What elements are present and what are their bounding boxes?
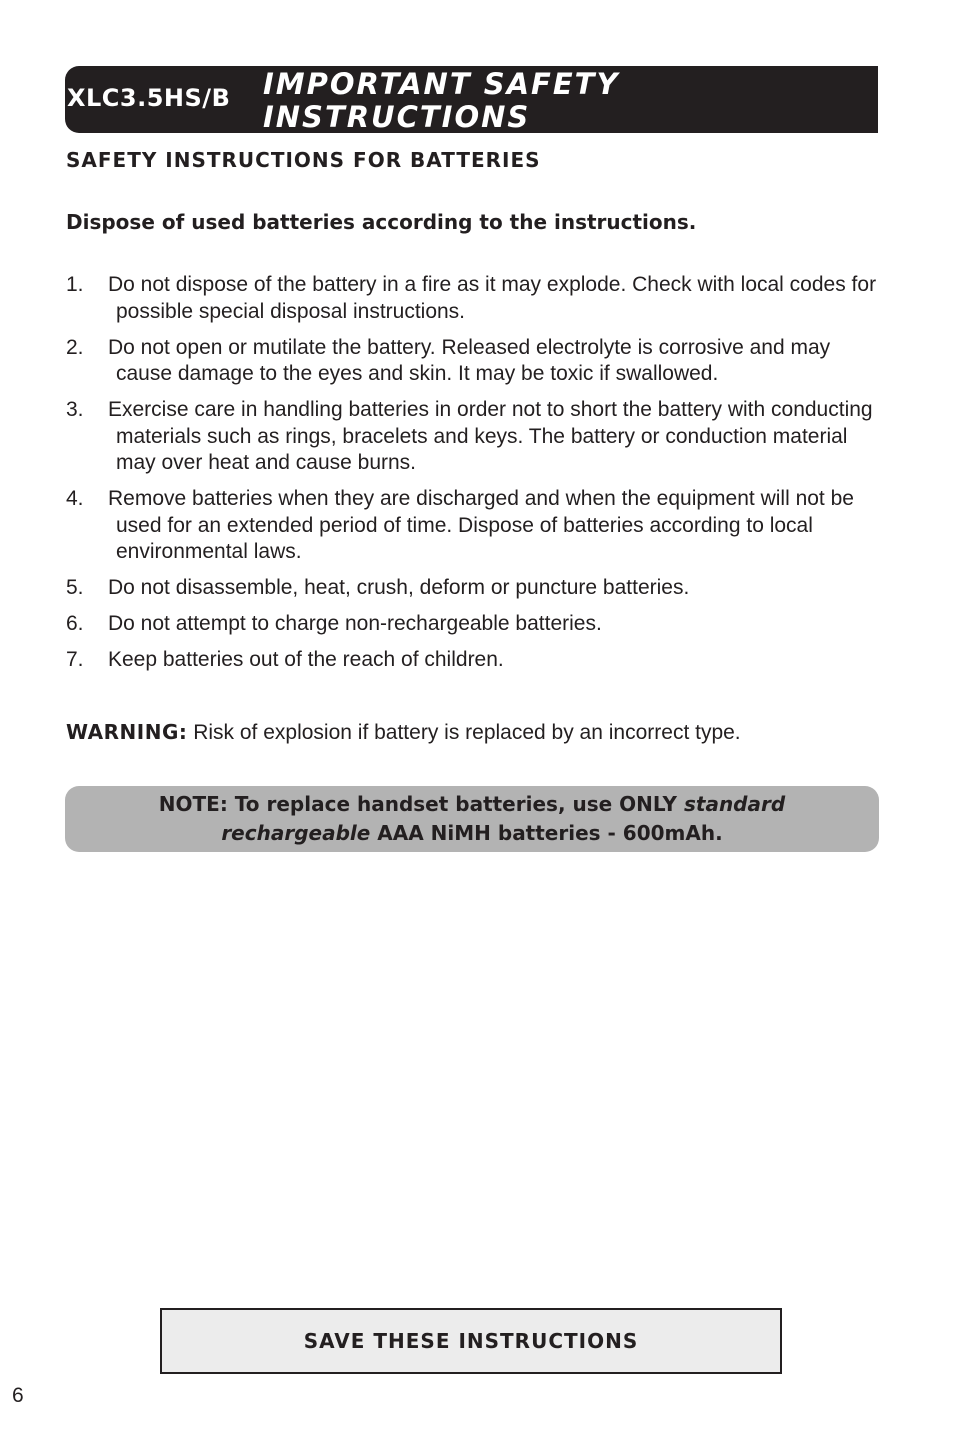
header-bar [65, 66, 878, 133]
list-item-number: 7. [66, 648, 84, 671]
note-part-2: AAA NiMH batteries - 600mAh. [370, 821, 723, 845]
list-item-number: 2. [66, 335, 84, 359]
list-item-number: 4. [66, 487, 84, 510]
intro-text: Dispose of used batteries according to the instructions. [66, 210, 697, 234]
title-line-2: INSTRUCTIONS [263, 100, 531, 134]
list-item-text: Do not open or mutilate the battery. Released electrolyte is corrosive and may cause damage to the eyes and skin. It may be toxic if swallowed. [108, 335, 831, 385]
list-item [66, 397, 881, 477]
page-title [263, 68, 619, 134]
list-item-number: 1. [66, 273, 84, 296]
section-heading: SAFETY INSTRUCTIONS FOR BATTERIES [66, 148, 541, 172]
list-item [66, 272, 881, 325]
model-number: XLC3.5HS/B [67, 84, 231, 112]
warning-body: Risk of explosion if battery is replaced by an incorrect type. [187, 721, 741, 744]
list-item-number: 6. [66, 612, 84, 635]
list-item-number: 5. [66, 576, 84, 599]
note-italic-1: standard [683, 792, 786, 816]
note-italic-2: rechargeable [221, 821, 371, 845]
list-item-text: Do not attempt to charge non-rechargeable batteries. [108, 612, 602, 635]
save-instructions-box: SAVE THESE INSTRUCTIONS [160, 1308, 782, 1374]
warning-label: WARNING: [66, 720, 188, 744]
warning-text [66, 720, 741, 745]
page-number: 6 [12, 1384, 24, 1407]
title-line-1: IMPORTANT SAFETY [263, 67, 620, 101]
list-item [66, 611, 881, 638]
list-item-number: 3. [66, 398, 84, 421]
list-item [66, 335, 881, 388]
list-item [66, 575, 881, 602]
list-item-text: Exercise care in handling batteries in order not to short the battery with conducting materials such as rings, bracelets and keys. The battery or conduction material may over heat and cause burns. [108, 398, 873, 474]
note-part-1: NOTE: To replace handset batteries, use ONLY [158, 792, 684, 816]
safety-list [66, 272, 881, 683]
list-item [66, 647, 881, 674]
list-item-text: Do not disassemble, heat, crush, deform or puncture batteries. [108, 576, 690, 599]
list-item-text: Do not dispose of the battery in a fire as it may explode. Check with local codes for possible special disposal instructions. [108, 273, 877, 323]
list-item-text: Keep batteries out of the reach of children. [108, 648, 504, 671]
note-box [65, 786, 879, 852]
list-item-text: Remove batteries when they are discharged and when the equipment will not be used for an extended period of time. Dispose of batteries according to local environmental laws. [108, 487, 854, 563]
list-item [66, 486, 881, 566]
